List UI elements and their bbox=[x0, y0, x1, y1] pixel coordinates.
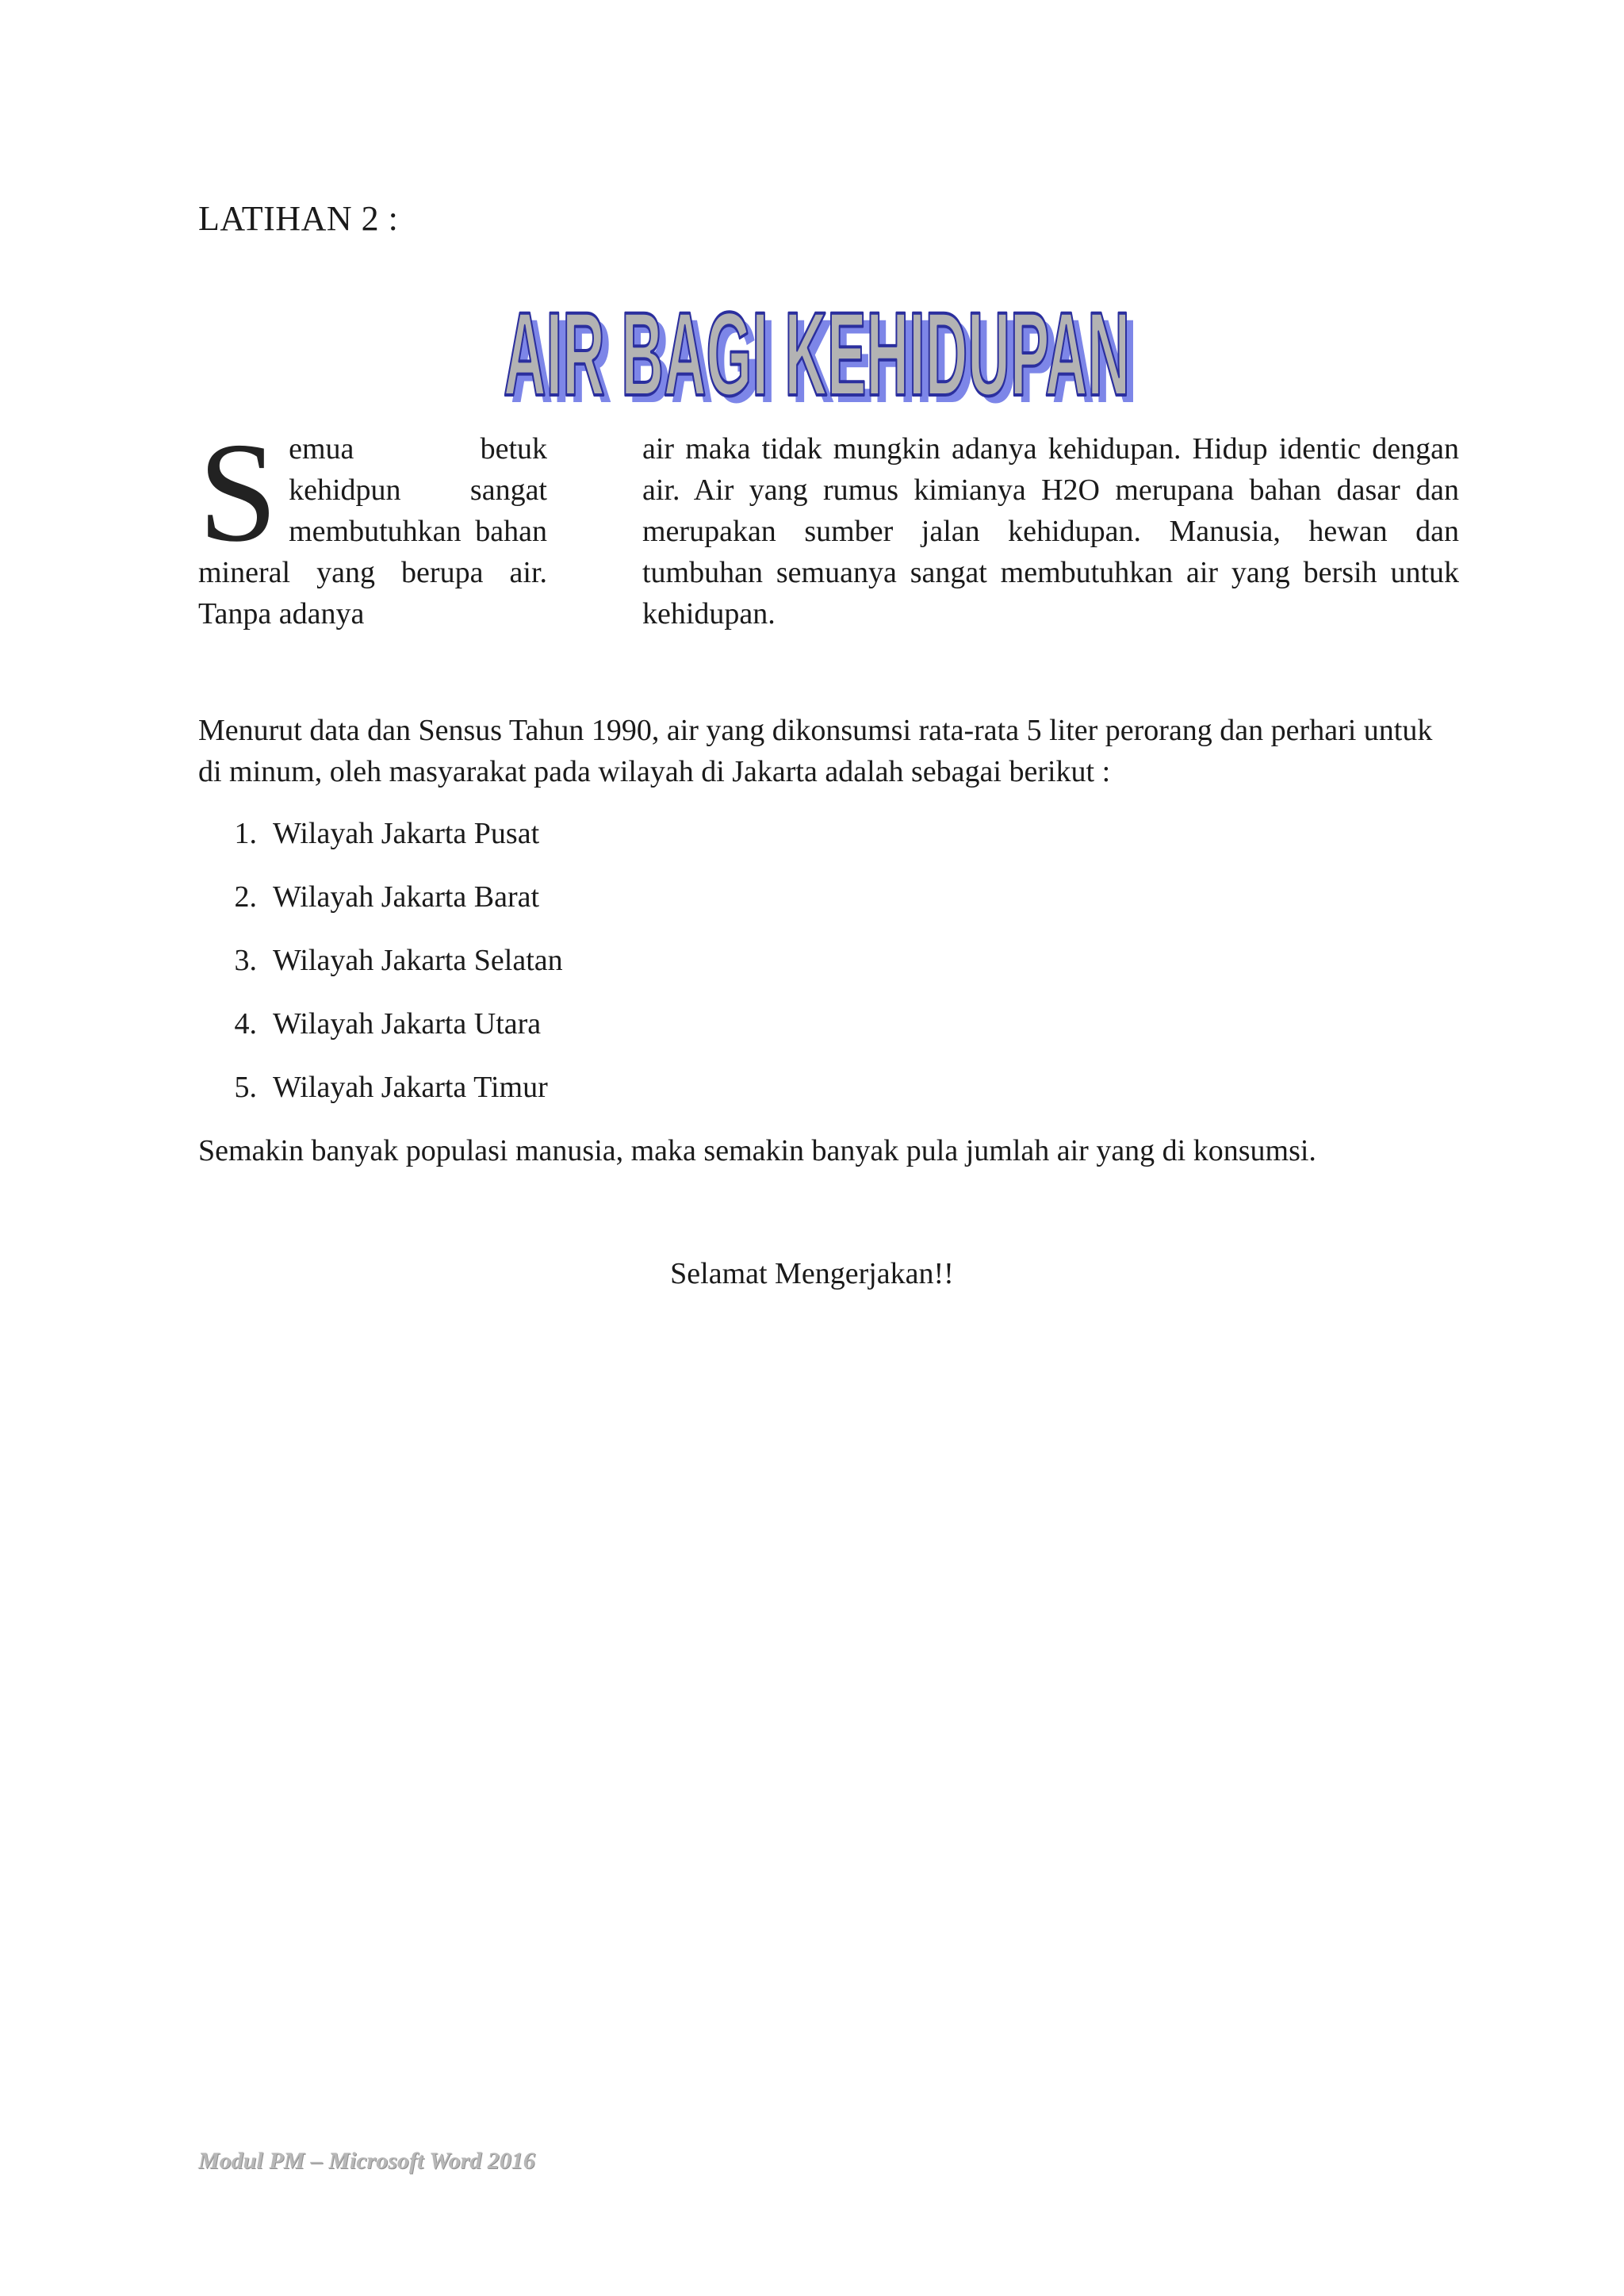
list-item-text: Wilayah Jakarta Barat bbox=[273, 880, 540, 914]
signoff-text: Selamat Mengerjakan!! bbox=[670, 1257, 954, 1290]
list-item-number: 3. bbox=[234, 944, 257, 977]
list-item bbox=[198, 876, 563, 940]
list-item bbox=[198, 940, 563, 1003]
list-item-number: 5. bbox=[234, 1071, 257, 1104]
region-list bbox=[198, 813, 563, 1130]
census-paragraph: Menurut data dan Sensus Tahun 1990, air yang dikonsumsi rata-rata 5 liter perorang dan perhari untuk di minum, oleh masyarakat pada wilayah di Jakarta adalah sebagai berikut : bbox=[198, 714, 1433, 788]
page-footer: Modul PM – Microsoft Word 2016 bbox=[198, 2148, 535, 2174]
list-item-text: Wilayah Jakarta Utara bbox=[273, 1007, 542, 1041]
intro-left-column bbox=[198, 413, 547, 634]
wordart-title-shadow: AIR BAGI KEHIDUPAN bbox=[511, 294, 1137, 412]
list-item-text: Wilayah Jakarta Pusat bbox=[273, 817, 540, 850]
list-item-number: 1. bbox=[234, 817, 257, 850]
exercise-heading: LATIHAN 2 : bbox=[198, 199, 399, 238]
list-item-text: Wilayah Jakarta Selatan bbox=[273, 944, 563, 977]
intro-right-column: air maka tidak mungkin adanya kehidupan. Hidup identic dengan air. Air yang rumus kimianya H2O merupana bahan dasar dan merupakan sumber jalan kehidupan. Manusia, hewan dan tumbuhan semuanya sangat membutuhkan air yang bersih untuk kehidupan. bbox=[642, 432, 1459, 631]
closing-sentence: Semakin banyak populasi manusia, maka semakin banyak pula jumlah air yang di konsumsi. bbox=[198, 1134, 1316, 1167]
list-item-number: 4. bbox=[234, 1007, 257, 1041]
list-item bbox=[198, 813, 563, 876]
wordart-title-text: AIR BAGI KEHIDUPAN bbox=[504, 287, 1130, 412]
wordart-title bbox=[492, 254, 1142, 412]
list-item bbox=[198, 1067, 563, 1130]
list-item-number: 2. bbox=[234, 880, 257, 914]
list-item-text: Wilayah Jakarta Timur bbox=[273, 1071, 548, 1104]
intro-left-text: emua betuk kehidpun sangat membutuhkan bahan mineral yang berupa air. Tanpa adanya bbox=[198, 432, 547, 631]
list-item bbox=[198, 1003, 563, 1067]
drop-cap-letter: S bbox=[198, 413, 278, 571]
